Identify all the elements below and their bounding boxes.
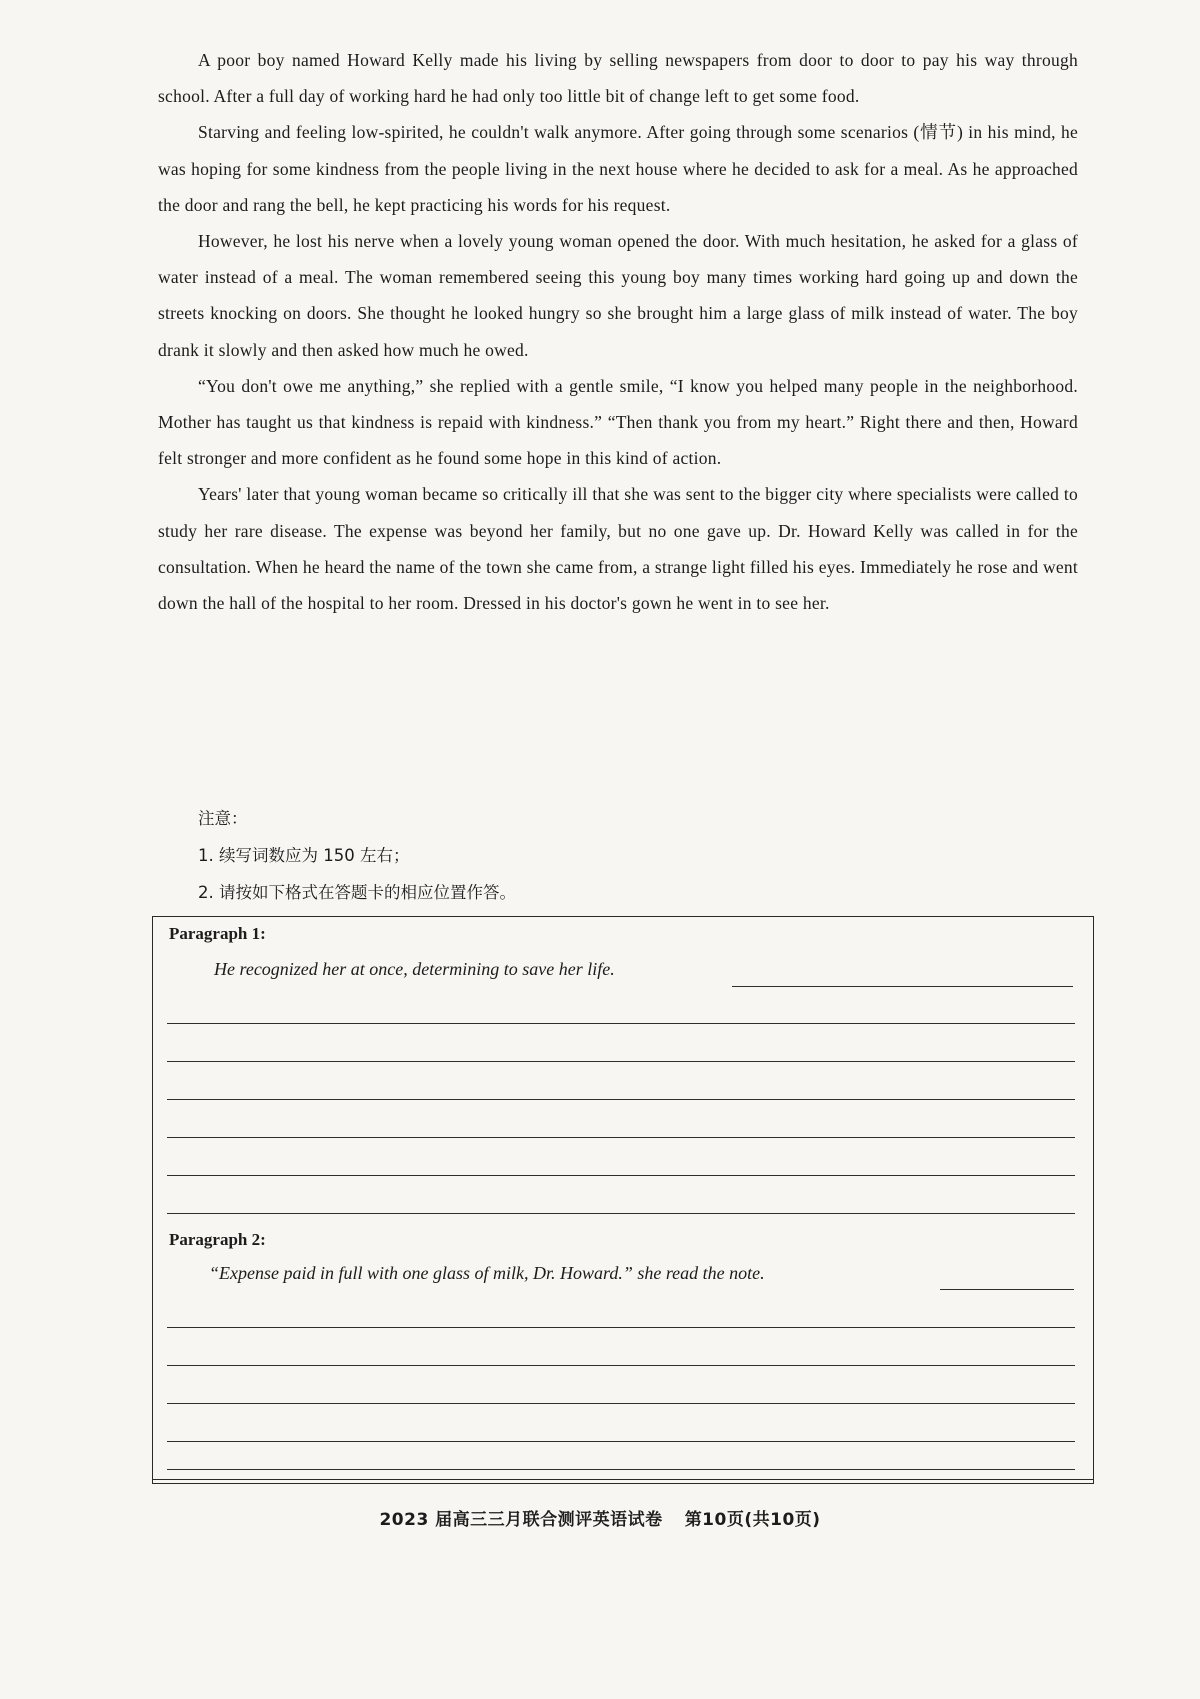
passage-paragraph-1: A poor boy named Howard Kelly made his living by selling newspapers from door to door to pay his way through school. After a full day of working hard he had only too little bit of change left to get some food. bbox=[158, 50, 1078, 107]
paragraph-1-start-sentence: He recognized her at once, determining to save her life. bbox=[214, 959, 615, 979]
passage-paragraph-3: However, he lost his nerve when a lovely young woman opened the door. With much hesitation, he asked for a glass of water instead of a meal. The woman remembered seeing this young boy many times working hard going up and down the streets knocking on doors. She thought he looked hungry so she brought him a large glass of milk instead of water. The boy drank it slowly and then asked how much he owed. bbox=[158, 231, 1078, 360]
exam-title: 2023 届高三三月联合测评英语试卷 bbox=[379, 1510, 663, 1530]
writing-line[interactable] bbox=[167, 1327, 1075, 1328]
writing-line[interactable] bbox=[167, 1213, 1075, 1214]
writing-line[interactable] bbox=[167, 1441, 1075, 1442]
writing-line[interactable] bbox=[940, 1289, 1074, 1290]
writing-line[interactable] bbox=[167, 1365, 1075, 1366]
instructions-heading: 注意： bbox=[198, 809, 248, 828]
paragraph-1-label: Paragraph 1: bbox=[169, 924, 266, 943]
instruction-item-1: 1. 续写词数应为 150 左右； bbox=[198, 846, 410, 865]
writing-line[interactable] bbox=[167, 1403, 1075, 1404]
writing-line[interactable] bbox=[167, 1175, 1075, 1176]
box-double-border bbox=[153, 1479, 1093, 1480]
writing-line[interactable] bbox=[167, 1061, 1075, 1062]
page-footer bbox=[0, 1505, 1200, 1530]
paragraph-2-label: Paragraph 2: bbox=[169, 1230, 266, 1249]
passage-paragraph-5: Years' later that young woman became so critically ill that she was sent to the bigger city where specialists were called to study her rare disease. The expense was beyond her family, but no one gave up. Dr. Howard Kelly was called in for the consultation. When he heard the name of the town she came from, a strange light filled his eyes. Immediately he rose and went down the hall of the hospital to her room. Dressed in his doctor's gown he went in to see her. bbox=[158, 484, 1078, 614]
writing-line[interactable] bbox=[167, 1469, 1075, 1470]
passage-paragraph-2: Starving and feeling low-spirited, he couldn't walk anymore. After going through some scenarios (情节) in his mind, he was hoping for some kindness from the people living in the next house where he decided to ask for a meal. As he approached the door and rang the bell, he kept practicing his words for his request. bbox=[158, 122, 1078, 215]
answer-box bbox=[152, 916, 1094, 1484]
paragraph-2-start-sentence: “Expense paid in full with one glass of milk, Dr. Howard.” she read the note. bbox=[209, 1263, 765, 1283]
instruction-item-2: 2. 请按如下格式在答题卡的相应位置作答。 bbox=[198, 883, 516, 902]
page-number: 第10页(共10页) bbox=[684, 1510, 821, 1530]
passage-paragraph-4: “You don't owe me anything,” she replied with a gentle smile, “I know you helped many people in the neighborhood. Mother has taught us that kindness is repaid with kindness.” “Then thank you from my heart.” Right there and then, Howard felt stronger and more confident as he found some hope in this kind of action. bbox=[158, 375, 1078, 469]
writing-line[interactable] bbox=[167, 1137, 1075, 1138]
instructions bbox=[198, 800, 998, 911]
writing-line[interactable] bbox=[167, 1023, 1075, 1024]
reading-passage bbox=[158, 42, 1078, 621]
writing-line[interactable] bbox=[732, 986, 1073, 987]
writing-line[interactable] bbox=[167, 1099, 1075, 1100]
